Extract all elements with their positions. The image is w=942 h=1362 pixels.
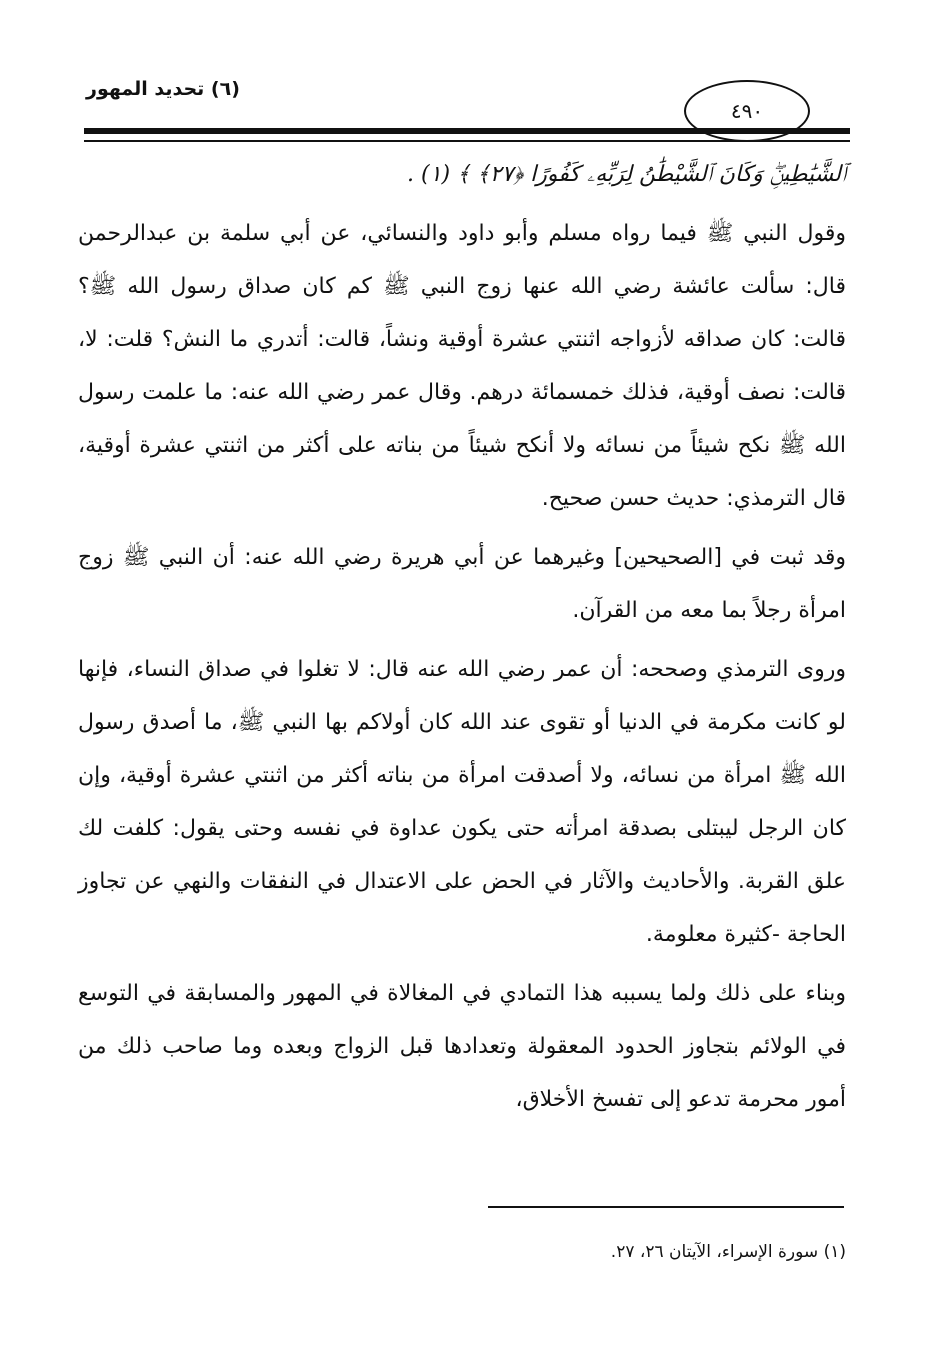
footnote: (١) سورة الإسراء، الآيتان ٢٦، ٢٧. bbox=[610, 1242, 846, 1262]
paragraph-2: وقد ثبت في [الصحيحين] وغيرهما عن أبي هريرة رضي الله عنه: أن النبي ﷺ زوج امرأة رجلاً بما معه من القرآن. bbox=[78, 545, 846, 623]
footnote-rule bbox=[488, 1206, 844, 1208]
main-text bbox=[78, 148, 846, 1126]
header-rule-thick bbox=[84, 128, 850, 134]
page-number: ٤٩٠ bbox=[730, 99, 764, 123]
paragraph-1: وقول النبي ﷺ فيما رواه مسلم وأبو داود والنسائي، عن أبي سلمة بن عبدالرحمن قال: سألت عائشة رضي الله عنها زوج النبي ﷺ كم كان صداق رسول الله ﷺ؟ قالت: كان صداقه لأزواجه اثنتي عشرة أوقية ونشاً، قالت: أتدري ما النش؟ قلت: لا، قالت: نصف أوقية، فذلك خمسمائة درهم. وقال عمر رضي الله عنه: ما علمت رسول الله ﷺ نكح شيئاً من نسائه ولا أنكح شيئاً من بناته على أكثر من اثنتي عشرة أوقية، قال الترمذي: حديث حسن صحيح. bbox=[78, 221, 846, 511]
paragraph-3: وروى الترمذي وصححه: أن عمر رضي الله عنه قال: لا تغلوا في صداق النساء، فإنها لو كانت مكرمة في الدنيا أو تقوى عند الله كان أولاكم بها النبي ﷺ، ما أصدق رسول الله ﷺ امرأة من نسائه، ولا أصدقت امرأة من بناته أكثر من اثنتي عشرة أوقية، وإن كان الرجل ليبتلى بصدقة امرأته حتى يكون عداوة في نفسه وحتى يقول: كلفت لك علق القربة. والأحاديث والآثار في الحض على الاعتدال في النفقات والنهي عن تجاوز الحاجة -كثيرة معلومة. bbox=[78, 657, 846, 947]
running-header-title: (٦) تحديد المهور bbox=[86, 78, 240, 100]
quran-verse-line: ٱلشَّيَٰطِينِۖ وَكَانَ ٱلشَّيْطَٰنُ لِرَبِّهِۦ كَفُورًا ﴿٢٧﴾ ﴾ (١) . bbox=[407, 162, 846, 187]
paragraph-4: وبناء على ذلك ولما يسببه هذا التمادي في المغالاة في المهور والمسابقة في التوسع في الولائم بتجاوز الحدود المعقولة وتعدادها قبل الزواج وبعده وما صاحب ذلك من أمور محرمة تدعو إلى تفسخ الأخلاق، bbox=[78, 981, 846, 1112]
header-rule-thin bbox=[84, 140, 850, 142]
